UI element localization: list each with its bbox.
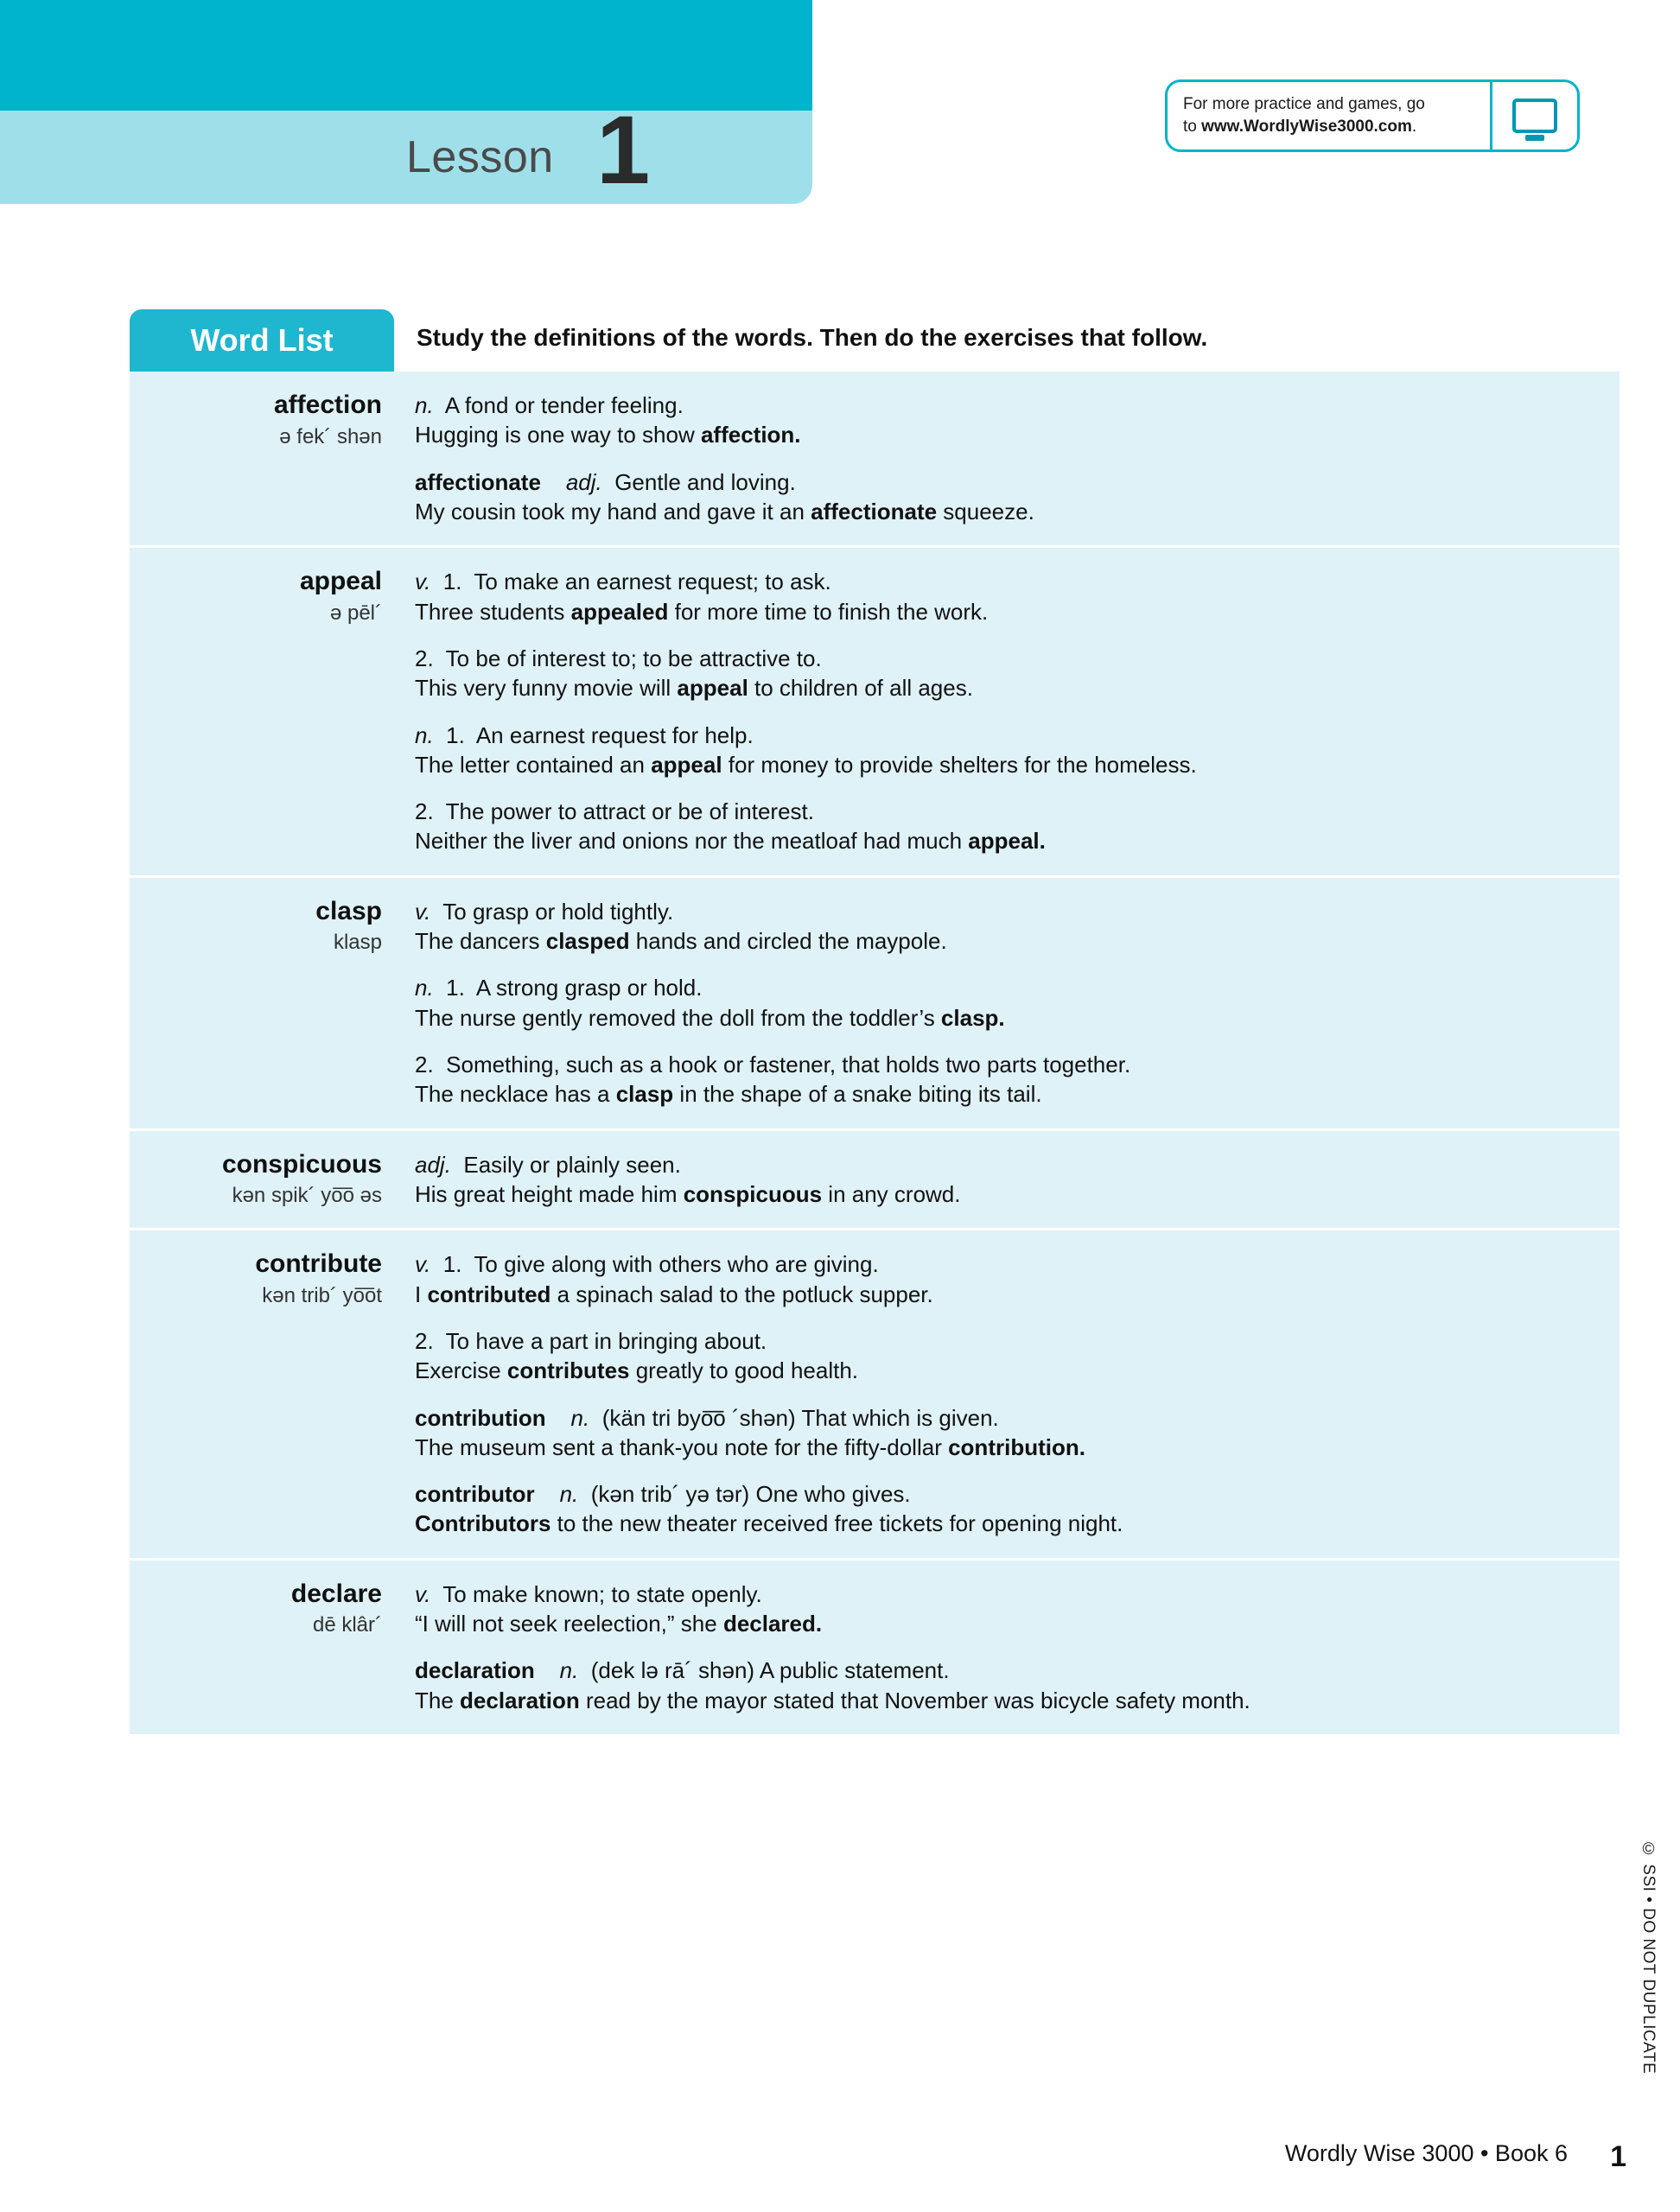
sense-definition-line xyxy=(415,1050,1595,1079)
sense-definition-line xyxy=(415,1580,1595,1609)
practice-note-site: www.WordlyWise3000.com xyxy=(1201,118,1412,136)
word-sense xyxy=(415,1050,1595,1109)
part-of-speech: n. xyxy=(570,1404,590,1431)
example-target-word: affection. xyxy=(700,422,801,448)
sense-definition: To give along with others who are giving. xyxy=(474,1251,879,1278)
part-of-speech: adj. xyxy=(415,1151,451,1178)
run-on-word: contributor xyxy=(415,1481,535,1508)
word-pronunciation: kən trib´ yo͞ot xyxy=(262,1283,382,1307)
sense-example-sentence: Three students appealed for more time to finish the work. xyxy=(415,598,989,625)
word-entry xyxy=(130,372,1620,545)
sense-example-sentence: My cousin took my hand and gave it an affectionate squeeze. xyxy=(415,498,1034,524)
part-of-speech: n. xyxy=(415,392,434,418)
word-headword: contribute xyxy=(255,1249,382,1279)
example-target-word: appeal. xyxy=(968,828,1046,855)
practice-callout[interactable] xyxy=(1165,79,1580,152)
word-headword: appeal xyxy=(299,567,382,596)
sense-definition-line xyxy=(415,1656,1595,1685)
word-headword: clasp xyxy=(315,896,382,925)
practice-callout-text xyxy=(1168,82,1490,149)
sense-definition: Easily or plainly seen. xyxy=(463,1151,681,1178)
example-target-word: contributes xyxy=(506,1357,630,1384)
sense-example-sentence: The necklace has a clasp in the shape of a snake biting its tail. xyxy=(415,1081,1042,1108)
sense-definition: Something, such as a hook or fastener, that holds two parts together. xyxy=(446,1052,1131,1077)
word-list-entries xyxy=(130,372,1620,1734)
inline-pronunciation: (kən trib´ yə tər) xyxy=(590,1481,750,1508)
word-sense xyxy=(415,567,1595,626)
word-pronunciation: kən spik´ yo͞o əs xyxy=(232,1184,382,1208)
word-entry-head xyxy=(130,878,399,1128)
sense-definition-line xyxy=(415,897,1595,926)
word-sense xyxy=(415,797,1595,856)
word-entry xyxy=(130,545,1620,875)
sense-number: 1. xyxy=(442,569,462,595)
sense-definition-line xyxy=(415,973,1595,1002)
word-sense xyxy=(415,973,1595,1033)
part-of-speech: v. xyxy=(415,898,431,925)
sense-definition-line xyxy=(415,391,1595,420)
word-sense xyxy=(415,1479,1595,1539)
word-sense xyxy=(415,644,1595,703)
example-target-word: clasped xyxy=(545,928,630,955)
sense-number: 2. xyxy=(415,645,434,671)
sense-example-sentence: I contributed a spinach salad to the potluck supper. xyxy=(415,1281,933,1307)
word-entry-head xyxy=(130,1131,399,1229)
word-entry xyxy=(130,875,1620,1128)
word-sense xyxy=(415,467,1595,527)
sense-number: 2. xyxy=(415,1052,434,1077)
word-entry-body xyxy=(399,372,1620,545)
word-sense xyxy=(415,1249,1595,1309)
sense-example-sentence: “I will not seek reelection,” she declared. xyxy=(415,1611,823,1637)
sense-definition-line xyxy=(415,467,1595,497)
word-entry-body xyxy=(399,878,1620,1128)
word-sense xyxy=(415,1656,1595,1715)
sense-definition: To make an earnest request; to ask. xyxy=(474,569,831,595)
sense-definition: One who gives. xyxy=(755,1481,911,1508)
sense-definition: To be of interest to; to be attractive to. xyxy=(445,645,822,671)
part-of-speech: n. xyxy=(559,1481,579,1508)
sense-example-sentence: Hugging is one way to show affection. xyxy=(415,422,801,448)
example-target-word: conspicuous xyxy=(683,1180,823,1207)
word-sense xyxy=(415,1150,1595,1210)
word-sense xyxy=(415,1326,1595,1386)
practice-note-prefix: to xyxy=(1183,118,1202,136)
sense-example-sentence: The declaration read by the mayor stated that November was bicycle safety month. xyxy=(415,1687,1250,1713)
sense-definition-line xyxy=(415,1249,1595,1279)
sense-example-sentence: The letter contained an appeal for money to provide shelters for the homeless. xyxy=(415,751,1197,778)
sense-definition: To grasp or hold tightly. xyxy=(442,898,674,925)
sense-definition-line xyxy=(415,1150,1595,1179)
inline-pronunciation: (dek lə rā´ shən) xyxy=(590,1657,755,1684)
word-entry-body xyxy=(399,548,1620,875)
header-band-dark xyxy=(0,0,812,111)
sense-number: 1. xyxy=(446,975,465,1001)
part-of-speech: v. xyxy=(415,1251,431,1278)
example-target-word: affectionate xyxy=(811,498,938,524)
word-entry-head xyxy=(130,548,399,875)
word-pronunciation: ə pēl´ xyxy=(329,601,382,625)
sense-example-sentence: The museum sent a thank-you note for the fifty-dollar contribution. xyxy=(415,1433,1085,1460)
example-target-word: clasp. xyxy=(940,1004,1005,1031)
example-target-word: appeal xyxy=(651,751,722,778)
footer-book-line: Wordly Wise 3000 • Book 6 xyxy=(1284,2140,1568,2166)
sense-number: 1. xyxy=(442,1251,462,1278)
sense-definition: That which is given. xyxy=(801,1404,999,1431)
example-target-word: clasp xyxy=(615,1081,674,1108)
sense-example-sentence: Contributors to the new theater received free tickets for opening night. xyxy=(415,1510,1123,1537)
word-entry xyxy=(130,1228,1620,1558)
sense-example-sentence: Neither the liver and onions nor the meatloaf had much appeal. xyxy=(415,828,1046,855)
word-entry-head xyxy=(130,372,399,545)
example-target-word: contributed xyxy=(427,1281,551,1307)
sense-example-sentence: The dancers clasped hands and circled the maypole. xyxy=(415,928,947,955)
example-target-word: contribution. xyxy=(948,1433,1085,1460)
example-target-word: declared. xyxy=(722,1611,823,1637)
sense-definition-line xyxy=(415,567,1595,596)
word-entry-head xyxy=(130,1560,399,1734)
word-sense xyxy=(415,391,1595,450)
part-of-speech: v. xyxy=(415,1580,431,1607)
practice-note-suffix: . xyxy=(1411,118,1417,136)
sense-example-sentence: His great height made him conspicuous in any crowd. xyxy=(415,1180,961,1207)
sense-definition-line xyxy=(415,1326,1595,1356)
word-list-instruction: Study the definitions of the words. Then do the exercises that follow. xyxy=(417,324,1208,351)
sense-definition-line xyxy=(415,797,1595,826)
sense-definition: A strong grasp or hold. xyxy=(475,975,703,1001)
sense-number: 2. xyxy=(415,798,434,825)
inline-pronunciation: (kän tri byo͞o ´shən) xyxy=(601,1404,796,1431)
example-target-word: Contributors xyxy=(415,1510,551,1537)
word-sense xyxy=(415,1403,1595,1463)
lesson-label: Lesson xyxy=(406,132,554,182)
sense-number: 1. xyxy=(446,721,465,748)
run-on-word: contribution xyxy=(415,1404,546,1431)
example-target-word: declaration xyxy=(460,1687,580,1713)
monitor-icon xyxy=(1490,82,1577,149)
word-entry xyxy=(130,1128,1620,1229)
part-of-speech: n. xyxy=(559,1657,579,1684)
sense-example-sentence: This very funny movie will appeal to children of all ages. xyxy=(415,675,973,702)
word-headword: conspicuous xyxy=(221,1149,382,1179)
sense-definition: Gentle and loving. xyxy=(614,468,796,495)
part-of-speech: adj. xyxy=(565,468,602,495)
word-sense xyxy=(415,1580,1595,1639)
practice-note-line1: For more practice and games, go xyxy=(1183,95,1425,114)
part-of-speech: n. xyxy=(415,975,434,1001)
example-target-word: appeal xyxy=(677,675,748,702)
sense-example-sentence: Exercise contributes greatly to good health. xyxy=(415,1357,859,1384)
run-on-word: affectionate xyxy=(415,468,541,495)
copyright-notice: © SSI • DO NOT DUPLICATE xyxy=(1639,1840,1658,2075)
run-on-word: declaration xyxy=(415,1657,535,1684)
sense-example-sentence: The nurse gently removed the doll from the toddler’s clasp. xyxy=(415,1004,1005,1031)
word-list-tab: Word List xyxy=(130,309,394,372)
word-entry-head xyxy=(130,1230,399,1558)
example-target-word: appealed xyxy=(570,598,669,625)
sense-definition: A public statement. xyxy=(759,1657,950,1684)
word-entry xyxy=(130,1558,1620,1734)
word-headword: declare xyxy=(290,1579,382,1608)
word-entry-body xyxy=(399,1131,1620,1229)
sense-definition: The power to attract or be of interest. xyxy=(445,798,814,825)
word-sense xyxy=(415,721,1595,780)
part-of-speech: v. xyxy=(415,569,431,595)
word-sense xyxy=(415,897,1595,957)
lesson-number: 1 xyxy=(596,96,651,204)
sense-number: 2. xyxy=(415,1327,434,1354)
sense-definition-line xyxy=(415,721,1595,750)
page-number: 1 xyxy=(1610,2140,1626,2173)
sense-definition-line xyxy=(415,1403,1595,1433)
word-pronunciation: ə fek´ shən xyxy=(279,424,382,448)
part-of-speech: n. xyxy=(415,721,434,748)
sense-definition: A fond or tender feeling. xyxy=(444,392,684,418)
sense-definition-line xyxy=(415,644,1595,673)
sense-definition: To make known; to state openly. xyxy=(442,1580,762,1607)
word-entry-body xyxy=(399,1230,1620,1558)
word-pronunciation: klasp xyxy=(333,931,382,955)
sense-definition: To have a part in bringing about. xyxy=(445,1327,767,1354)
word-headword: affection xyxy=(273,391,382,419)
sense-definition-line xyxy=(415,1479,1595,1509)
word-entry-body xyxy=(399,1560,1620,1734)
sense-definition: An earnest request for help. xyxy=(475,721,754,748)
word-pronunciation: dē klâr´ xyxy=(312,1613,382,1637)
